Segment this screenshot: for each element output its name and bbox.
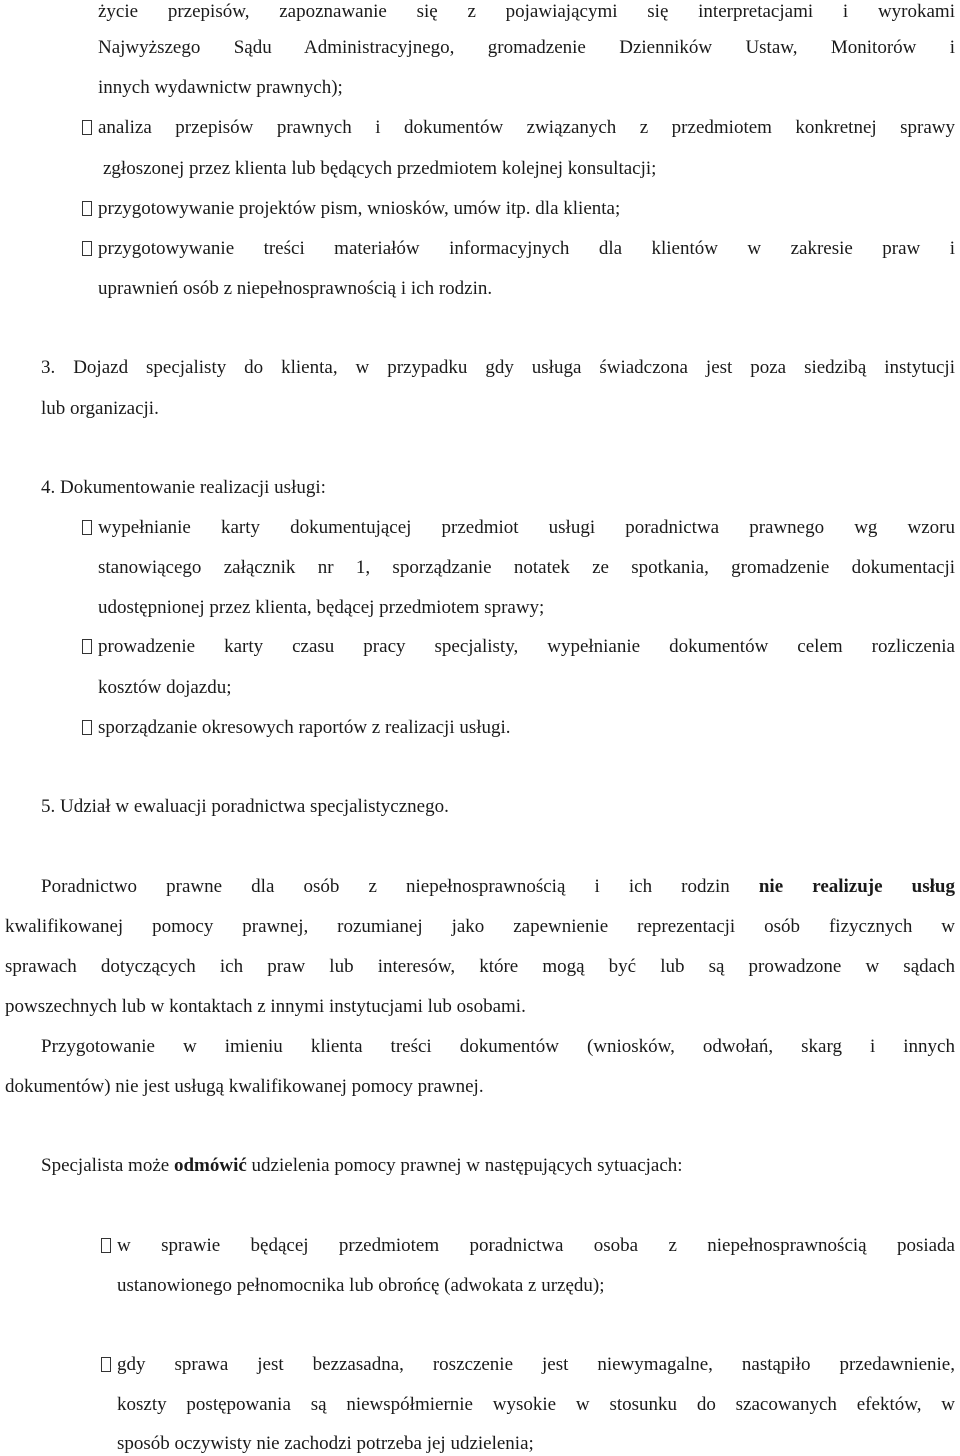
text-line bbox=[98, 36, 955, 60]
text-line bbox=[103, 157, 656, 181]
text-span: powszechnych lub w kontaktach z innymi instytucjami lub osobami. bbox=[5, 996, 526, 1017]
text-span: 5. Udział w ewaluacji poradnictwa specjalistycznego. bbox=[41, 796, 449, 817]
checkbox-bullet-icon bbox=[101, 1238, 111, 1253]
section-5-heading bbox=[41, 795, 449, 819]
section-4-heading bbox=[41, 476, 326, 500]
bold-emphasis: odmówić bbox=[173, 1155, 247, 1176]
text-line bbox=[98, 277, 492, 301]
bullet-item bbox=[82, 197, 620, 221]
paragraph-line bbox=[5, 1075, 484, 1099]
text-line bbox=[117, 1432, 534, 1456]
text-span: przygotowywanie projektów pism, wniosków, umów itp. dla klienta; bbox=[98, 198, 621, 219]
text-span: wypełnianie karty dokumentującej przedmiot usługi poradnictwa prawnego wg wzoru bbox=[98, 517, 955, 538]
text-span: ustanowionego pełnomocnika lub obrońcę (adwokata z urzędu); bbox=[117, 1275, 605, 1296]
text-line bbox=[117, 1393, 955, 1417]
bullet-item bbox=[82, 516, 955, 540]
text-span: analiza przepisów prawnych i dokumentów związanych z przedmiotem konkretnej sprawy bbox=[98, 117, 955, 138]
checkbox-bullet-icon bbox=[82, 520, 92, 535]
bullet-item bbox=[82, 716, 511, 740]
text-span: gdy sprawa jest bezzasadna, roszczenie jest niewymagalne, nastąpiło przedawnienie, bbox=[117, 1354, 955, 1375]
text-line bbox=[98, 0, 955, 24]
text-line bbox=[98, 596, 544, 620]
paragraph-line bbox=[41, 1154, 683, 1178]
text-span: uprawnień osób z niepełnosprawnością i ich rodzin. bbox=[98, 278, 493, 299]
text-span: 3. Dojazd specjalisty do klienta, w przypadku gdy usługa świadczona jest poza siedzibą instytucji bbox=[41, 357, 955, 378]
text-span: przygotowywanie treści materiałów informacyjnych dla klientów w zakresie praw i bbox=[98, 238, 955, 259]
checkbox-bullet-icon bbox=[82, 639, 92, 654]
text-span: sposób oczywisty nie zachodzi potrzeba jej udzielenia; bbox=[117, 1433, 534, 1454]
checkbox-bullet-icon bbox=[82, 201, 92, 216]
bullet-item bbox=[82, 237, 955, 261]
text-span: Najwyższego Sądu Administracyjnego, gromadzenie Dzienników Ustaw, Monitorów i bbox=[98, 37, 955, 58]
text-span: udzielenia pomocy prawnej w następujących sytuacjach: bbox=[251, 1155, 683, 1176]
checkbox-bullet-icon bbox=[82, 241, 92, 256]
text-span: koszty postępowania są niewspółmiernie wysokie w stosunku do szacowanych efektów, w bbox=[117, 1394, 955, 1415]
text-span: sporządzanie okresowych raportów z realizacji usługi. bbox=[98, 717, 511, 738]
paragraph-line bbox=[5, 915, 955, 939]
text-span: 4. Dokumentowanie realizacji usługi: bbox=[41, 477, 326, 498]
text-line bbox=[41, 397, 159, 421]
text-span: sprawach dotyczących ich praw lub interesów, które mogą być lub są prowadzone w sądach bbox=[5, 956, 955, 977]
text-span: stanowiącego załącznik nr 1, sporządzanie notatek ze spotkania, gromadzenie dokumentacji bbox=[98, 557, 955, 578]
section-3-heading bbox=[41, 356, 955, 380]
paragraph-line bbox=[5, 955, 955, 979]
bullet-item bbox=[82, 116, 955, 140]
checkbox-bullet-icon bbox=[82, 120, 92, 135]
bullet-item bbox=[82, 635, 955, 659]
paragraph-line bbox=[5, 995, 526, 1019]
text-line bbox=[98, 676, 232, 700]
text-span: zgłoszonej przez klienta lub będących przedmiotem kolejnej konsultacji; bbox=[103, 158, 657, 179]
text-span: prowadzenie karty czasu pracy specjalisty, wypełnianie dokumentów celem rozliczenia bbox=[98, 636, 955, 657]
text-line bbox=[117, 1274, 605, 1298]
text-span: Poradnictwo prawne dla osób z niepełnosprawnością i ich rodzin bbox=[41, 876, 730, 897]
text-span: życie przepisów, zapoznawanie się z pojawiającymi się interpretacjami i wyrokami bbox=[98, 1, 955, 22]
text-span: Przygotowanie w imieniu klienta treści dokumentów (wniosków, odwołań, skarg i innych bbox=[41, 1036, 955, 1057]
text-line bbox=[98, 76, 343, 100]
checkbox-bullet-icon bbox=[101, 1357, 111, 1372]
checkbox-bullet-icon bbox=[82, 720, 92, 735]
paragraph-line bbox=[41, 875, 955, 899]
text-span: w sprawie będącej przedmiotem poradnictwa osoba z niepełnosprawnością posiada bbox=[117, 1235, 955, 1256]
text-span: udostępnionej przez klienta, będącej przedmiotem sprawy; bbox=[98, 597, 545, 618]
text-span: lub organizacji. bbox=[41, 398, 159, 419]
text-span: kosztów dojazdu; bbox=[98, 677, 232, 698]
bullet-item bbox=[101, 1234, 955, 1258]
text-span: innych wydawnictw prawnych); bbox=[98, 77, 343, 98]
text-line bbox=[98, 556, 955, 580]
paragraph-line bbox=[41, 1035, 955, 1059]
bullet-item bbox=[101, 1353, 955, 1377]
text-span: dokumentów) nie jest usługą kwalifikowanej pomocy prawnej. bbox=[5, 1076, 484, 1097]
bold-emphasis: nie realizuje usług bbox=[758, 876, 955, 897]
text-span: kwalifikowanej pomocy prawnej, rozumianej jako zapewnienie reprezentacji osób fizycznych w bbox=[5, 916, 955, 937]
text-span: Specjalista może bbox=[41, 1155, 170, 1176]
